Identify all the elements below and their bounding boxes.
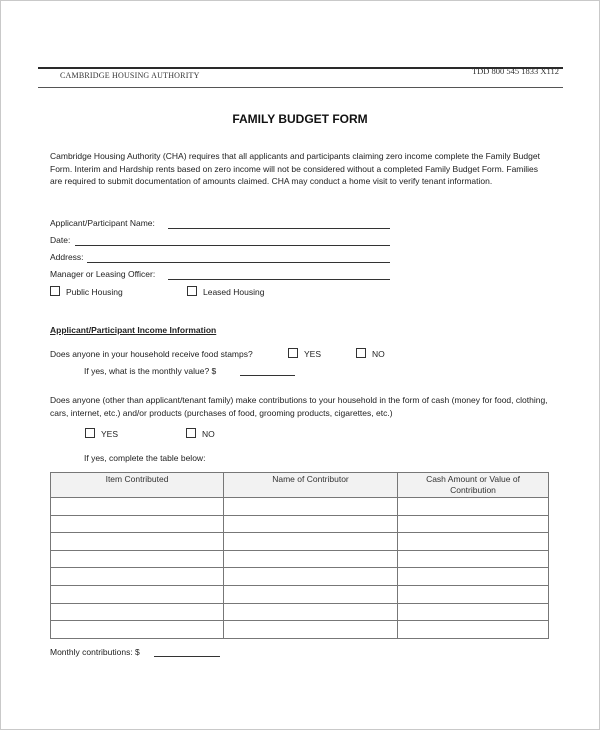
table-row	[51, 621, 549, 639]
item-cell[interactable]	[51, 533, 224, 551]
header-rule-thin	[38, 87, 563, 88]
food-stamps-yes-checkbox[interactable]	[288, 348, 298, 358]
monthly-value-label: If yes, what is the monthly value? $	[84, 366, 217, 376]
item-cell[interactable]	[51, 603, 224, 621]
table-row	[51, 515, 549, 533]
column-header-item: Item Contributed	[51, 473, 224, 498]
monthly-contributions-line[interactable]	[154, 656, 220, 657]
contributor-cell[interactable]	[224, 550, 398, 568]
amount-cell[interactable]	[398, 603, 549, 621]
contributor-cell[interactable]	[224, 585, 398, 603]
item-cell[interactable]	[51, 498, 224, 516]
contributions-question: Does anyone (other than applicant/tenant family) make contributions to your household in the form of cash (money for food, clothing, cars, internet, etc.) and/or products (purchases of food, grooming products, cigarettes, etc.)	[50, 395, 548, 418]
food-stamps-no-checkbox[interactable]	[356, 348, 366, 358]
contributor-cell[interactable]	[224, 498, 398, 516]
contributions-yes-label: YES	[101, 429, 119, 439]
contributions-table	[50, 472, 549, 639]
column-header-amount: Cash Amount or Value of Contribution	[398, 473, 549, 498]
food-stamps-no-option[interactable]	[356, 348, 385, 359]
leased-housing-checkbox[interactable]	[187, 286, 197, 296]
contributor-cell[interactable]	[224, 603, 398, 621]
table-row	[51, 568, 549, 586]
contributions-no-label: NO	[202, 429, 215, 439]
table-row	[51, 603, 549, 621]
column-header-contributor: Name of Contributor	[224, 473, 398, 498]
form-title: FAMILY BUDGET FORM	[232, 112, 368, 126]
amount-cell[interactable]	[398, 585, 549, 603]
item-cell[interactable]	[51, 621, 224, 639]
amount-cell[interactable]	[398, 621, 549, 639]
contributions-yes-option[interactable]	[85, 428, 118, 439]
contributor-cell[interactable]	[224, 568, 398, 586]
amount-cell[interactable]	[398, 533, 549, 551]
table-row	[51, 533, 549, 551]
manager-line[interactable]	[168, 279, 390, 280]
item-cell[interactable]	[51, 568, 224, 586]
manager-label: Manager or Leasing Officer:	[50, 269, 156, 279]
applicant-name-label: Applicant/Participant Name:	[50, 218, 155, 228]
intro-paragraph: Cambridge Housing Authority (CHA) requires that all applicants and participants claiming zero income complete the Family Budget Form. Interim and Hardship rents based on zero income will not be considered without a completed Family Budget Form. Families are required to submit documentation of amounts claimed. CHA may conduct a home visit to verify tenant information.	[50, 151, 540, 186]
tdd-number: TDD 800 545 1833 X112	[471, 66, 559, 76]
food-stamps-no-label: NO	[372, 349, 385, 359]
table-row	[51, 550, 549, 568]
food-stamps-question: Does anyone in your household receive food stamps?	[50, 349, 253, 359]
item-cell[interactable]	[51, 550, 224, 568]
amount-cell[interactable]	[398, 550, 549, 568]
address-line[interactable]	[87, 262, 390, 263]
monthly-contributions-label: Monthly contributions: $	[50, 647, 140, 657]
amount-cell[interactable]	[398, 515, 549, 533]
contributor-cell[interactable]	[224, 515, 398, 533]
public-housing-label: Public Housing	[66, 287, 123, 297]
contributor-cell[interactable]	[224, 621, 398, 639]
applicant-name-line[interactable]	[168, 228, 390, 229]
contributions-no-checkbox[interactable]	[186, 428, 196, 438]
date-label: Date:	[50, 235, 71, 245]
item-cell[interactable]	[51, 515, 224, 533]
address-label: Address:	[50, 252, 84, 262]
organization-name: CAMBRIDGE HOUSING AUTHORITY	[60, 71, 200, 80]
contributor-cell[interactable]	[224, 533, 398, 551]
monthly-value-line[interactable]	[240, 375, 295, 376]
food-stamps-yes-label: YES	[304, 349, 322, 359]
item-cell[interactable]	[51, 585, 224, 603]
amount-cell[interactable]	[398, 498, 549, 516]
income-section-heading: Applicant/Participant Income Information	[50, 325, 217, 335]
leased-housing-option[interactable]	[187, 286, 264, 297]
amount-cell[interactable]	[398, 568, 549, 586]
leased-housing-label: Leased Housing	[203, 287, 265, 297]
contributions-yes-checkbox[interactable]	[85, 428, 95, 438]
public-housing-checkbox[interactable]	[50, 286, 60, 296]
public-housing-option[interactable]	[50, 286, 123, 297]
table-row	[51, 585, 549, 603]
date-line[interactable]	[75, 245, 390, 246]
contributions-no-option[interactable]	[186, 428, 215, 439]
complete-table-instruction: If yes, complete the table below:	[84, 453, 206, 463]
table-header-row	[51, 473, 549, 498]
table-row	[51, 498, 549, 516]
food-stamps-yes-option[interactable]	[288, 348, 321, 359]
